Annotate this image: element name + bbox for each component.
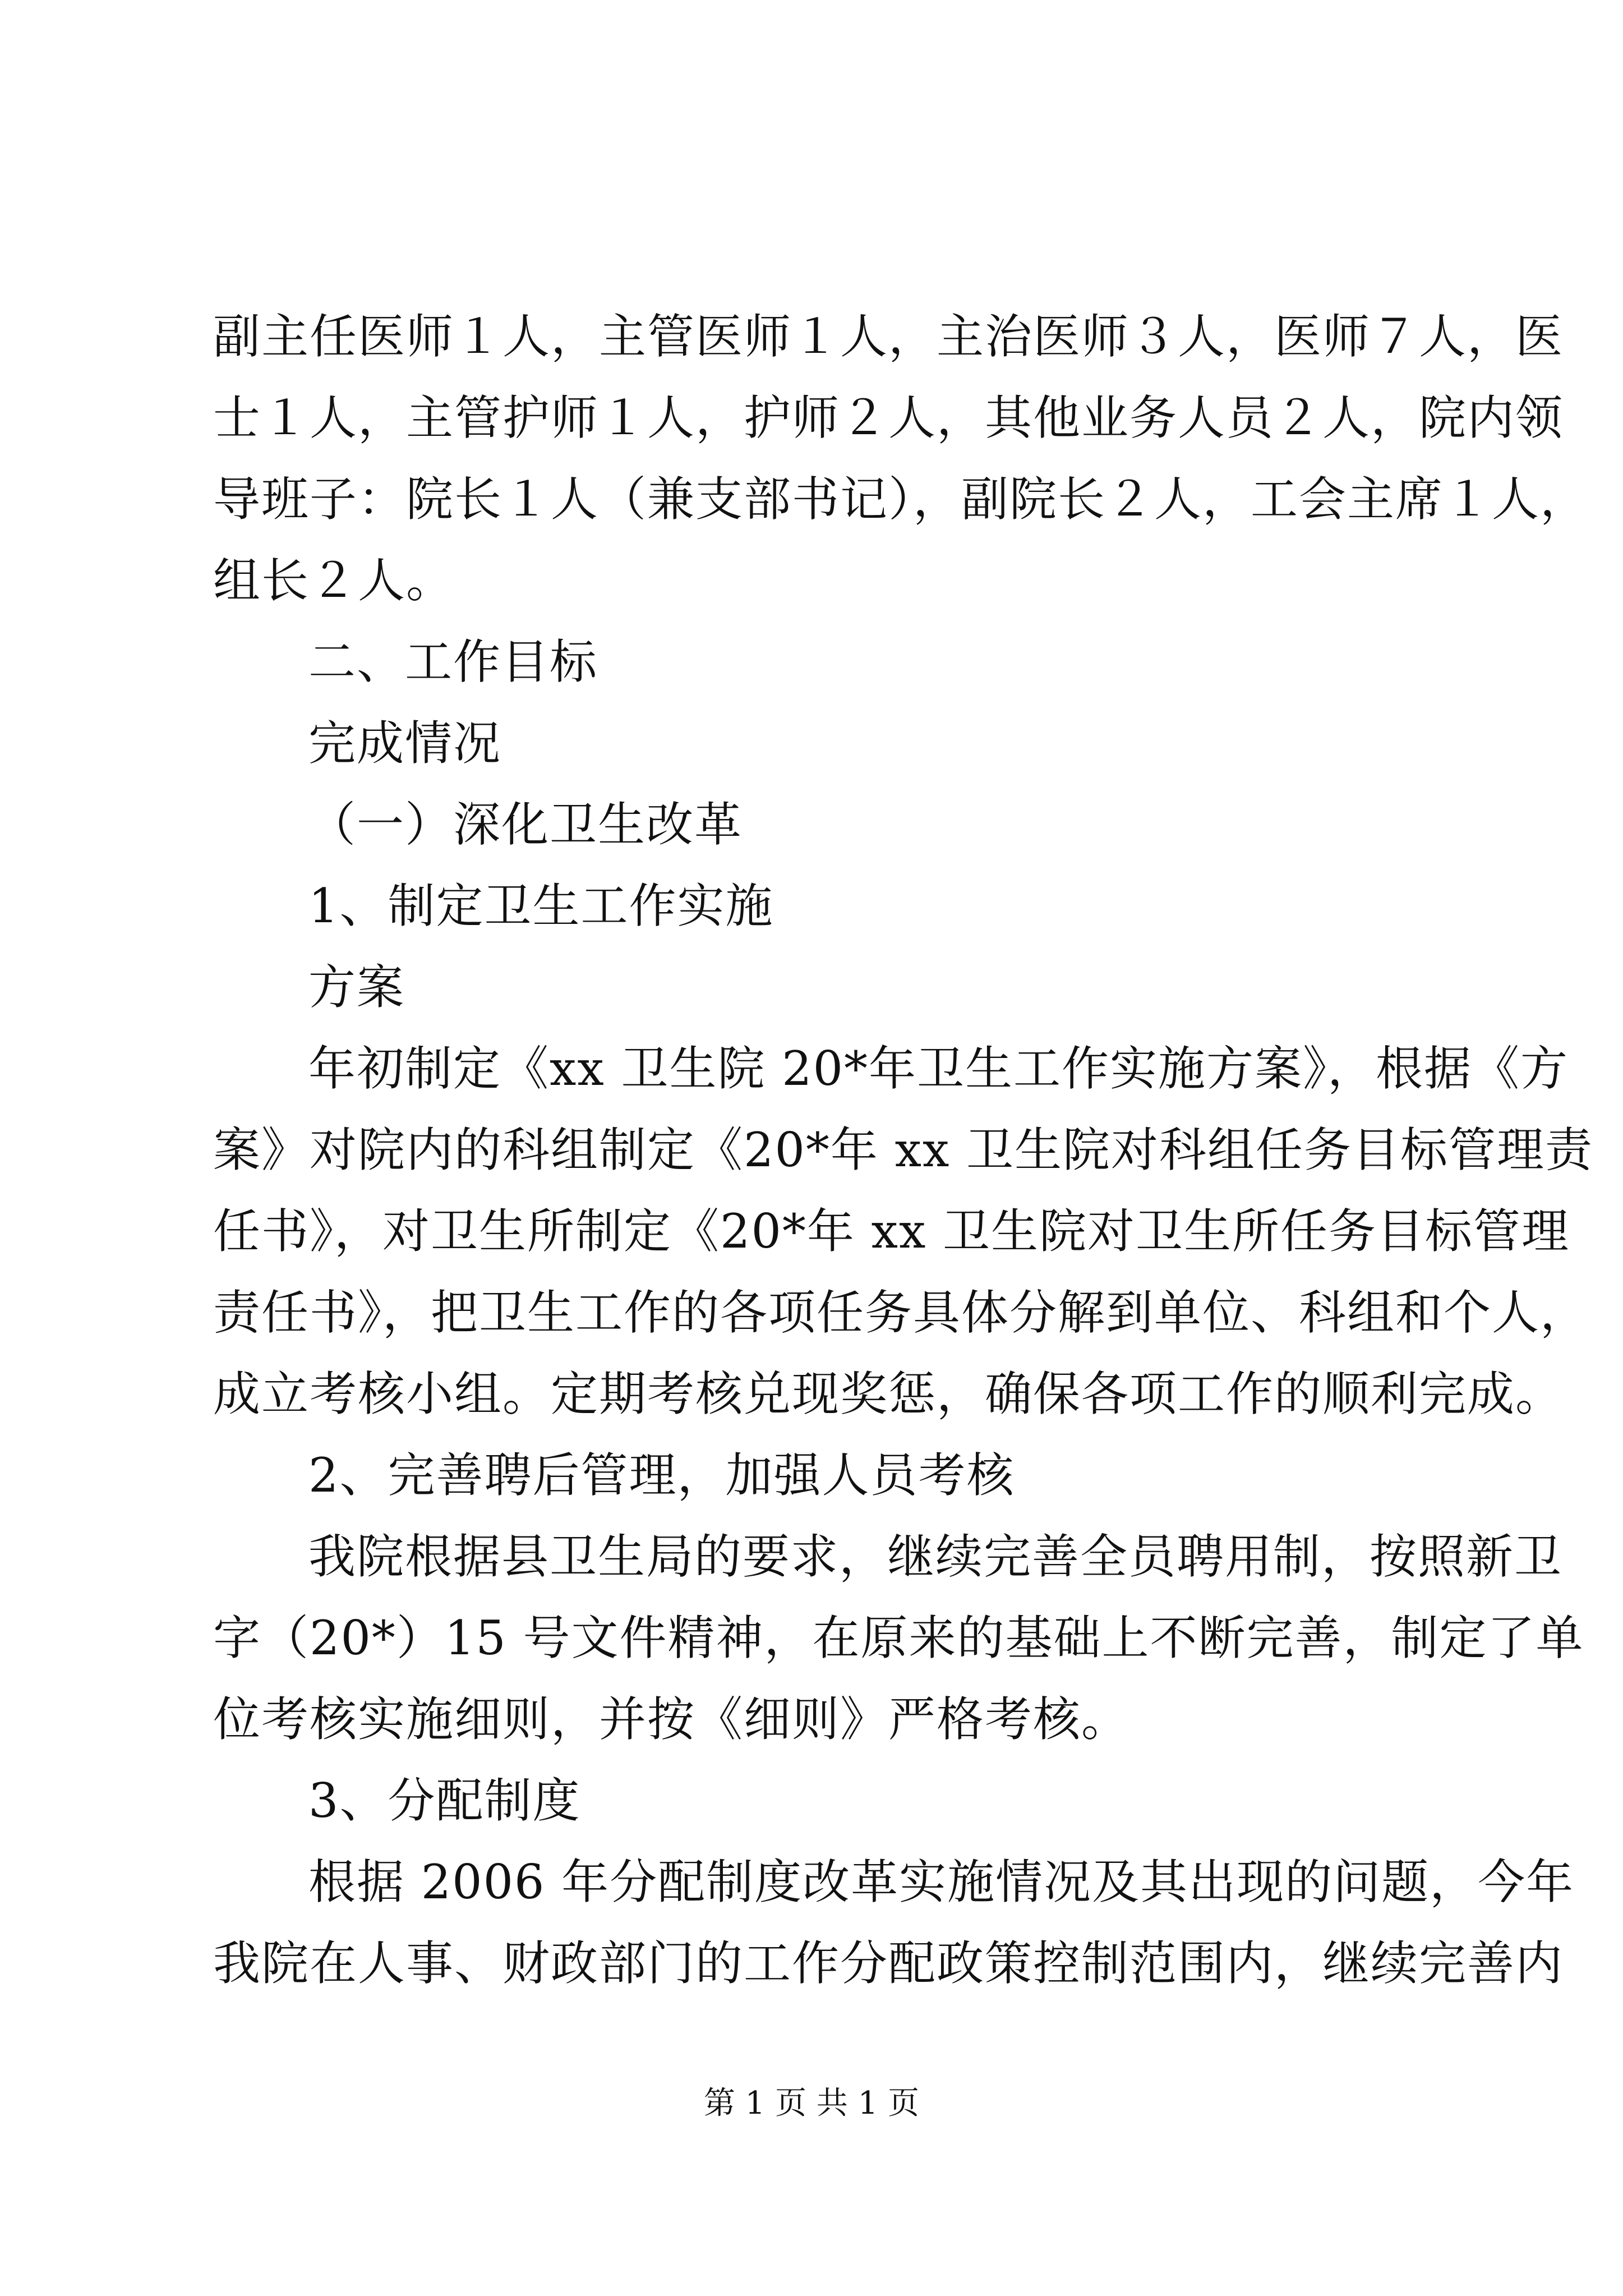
body-text-line: 我院根据县卫生局的要求，继续完善全员聘用制，按照新卫 <box>308 1529 1563 1584</box>
body-text-line: 年初制定《xx 卫生院 20*年卫生工作实施方案》，根据《方 <box>308 1041 1569 1096</box>
body-text-line: 组长２人。 <box>213 553 455 608</box>
subsection-heading: （一）深化卫生改革 <box>308 797 743 852</box>
body-text-line: 成立考核小组。定期考核兑现奖惩，确保各项工作的顺利完成。 <box>213 1366 1564 1421</box>
subsection-heading: 完成情况 <box>308 716 502 771</box>
item-heading: 3、分配制度 <box>308 1773 581 1828</box>
item-heading: 2、完善聘后管理，加强人员考核 <box>308 1448 1015 1503</box>
body-text-line: 字（20*）15 号文件精神，在原来的基础上不断完善，制定了单 <box>213 1611 1584 1665</box>
body-text-line: 责任书》，把卫生工作的各项任务具体分解到单位、科组和个人， <box>213 1285 1589 1340</box>
section-heading: 二、工作目标 <box>308 634 598 689</box>
body-text-line: 副主任医师１人，主管医师１人，主治医师３人，医师７人，医 <box>213 309 1564 364</box>
body-text-line: 位考核实施细则，并按《细则》严格考核。 <box>213 1692 1130 1747</box>
body-text-line: 根据 2006 年分配制度改革实施情况及其出现的问题，今年 <box>308 1855 1575 1910</box>
body-text-line: 案》对院内的科组制定《20*年 xx 卫生院对科组任务目标管理责 <box>213 1122 1594 1177</box>
body-text-line: 导班子：院长１人（兼支部书记），副院长２人，工会主席１人， <box>213 472 1589 527</box>
body-text-line: 我院在人事、财政部门的工作分配政策控制范围内，继续完善内 <box>213 1936 1564 1991</box>
page-number-footer: 第 1 页 共 1 页 <box>703 2085 920 2122</box>
item-heading: 方案 <box>308 960 405 1015</box>
item-heading: 1、制定卫生工作实施 <box>308 878 774 933</box>
body-text-line: 士１人，主管护师１人，护师２人，其他业务人员２人，院内领 <box>213 390 1564 445</box>
body-text-line: 任书》，对卫生所制定《20*年 xx 卫生院对卫生所任务目标管理 <box>213 1204 1570 1259</box>
